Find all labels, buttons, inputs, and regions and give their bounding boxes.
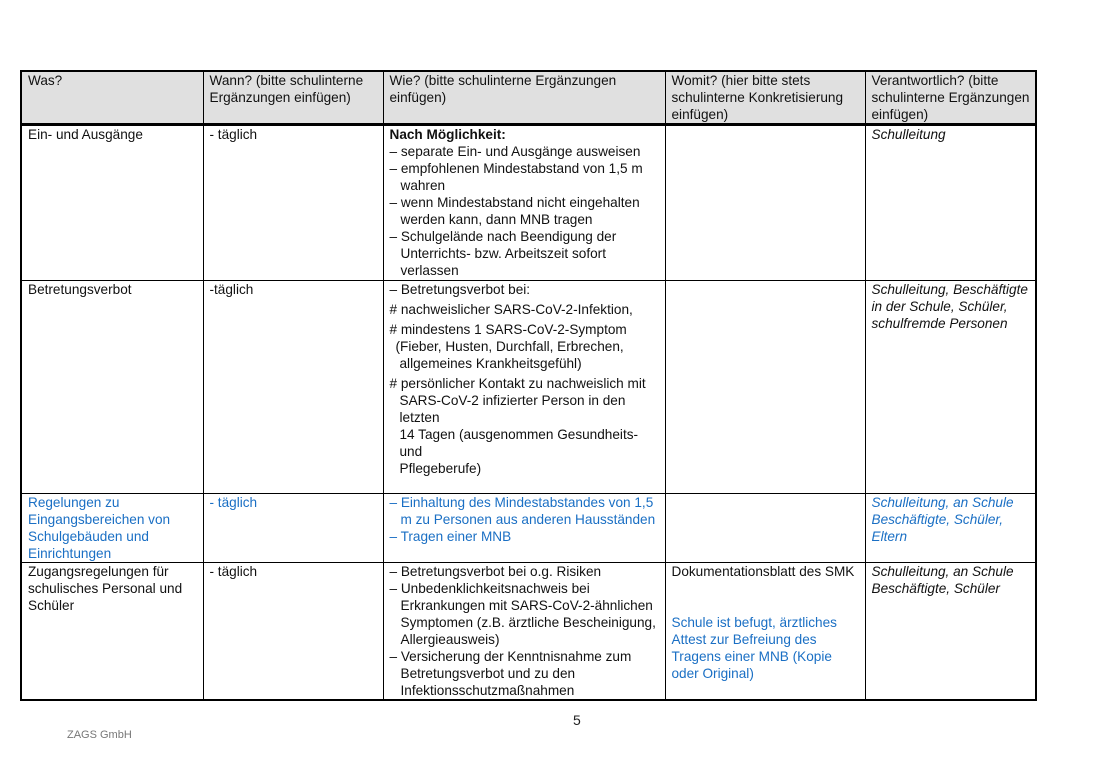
wie-item: – Unbedenklichkeitsnachweis bei Erkrankungen mit SARS-CoV-2-ähnlichen Symptomen (z.B. ärztliche Bescheinigung, Allergieausweis)	[389, 581, 656, 647]
wie-item: # nachweislicher SARS-CoV-2-Infektion,	[389, 302, 633, 317]
header-wie: Wie? (bitte schulinterne Ergänzungen einfügen)	[383, 71, 665, 125]
cell-was: Zugangsregelungen für schulisches Personal und Schüler	[21, 563, 203, 701]
cell-womit	[665, 125, 865, 281]
wie-item: – empfohlenen Mindestabstand von 1,5 m wahren	[389, 161, 643, 193]
womit-note: Schule ist befugt, ärztliches Attest zur Befreiung des Tragens einer MNB (Kopie oder Original)	[671, 615, 837, 681]
cell-wie	[383, 125, 665, 281]
wie-item: – Versicherung der Kenntnisnahme zum Betretungsverbot und zu den Infektionsschutzmaßnahmen	[389, 649, 632, 698]
wie-item: – Tragen einer MNB	[389, 529, 512, 544]
cell-verantwortlich: Schulleitung, an Schule Beschäftigte, Schüler, Eltern	[865, 494, 1036, 563]
wie-item: allgemeines Krankheitsgefühl)	[399, 356, 582, 371]
table-row	[21, 125, 1036, 281]
wie-item: (Fieber, Husten, Durchfall, Erbrechen,	[395, 339, 624, 354]
cell-womit	[665, 281, 865, 494]
table-row	[21, 494, 1036, 563]
hygiene-plan-table	[20, 70, 1037, 701]
header-was: Was?	[21, 71, 203, 125]
cell-wann: - täglich	[203, 125, 383, 281]
womit-text: Dokumentationsblatt des SMK	[671, 564, 855, 579]
page-number: 5	[573, 712, 581, 728]
wie-item: Pflegeberufe)	[399, 461, 482, 476]
wie-heading: Nach Möglichkeit:	[389, 127, 506, 142]
header-wann: Wann? (bitte schulinterne Ergänzungen einfügen)	[203, 71, 383, 125]
header-verantwortlich: Verantwortlich? (bitte schulinterne Ergänzungen einfügen)	[865, 71, 1036, 125]
cell-wie	[383, 494, 665, 563]
cell-wie	[383, 563, 665, 701]
cell-verantwortlich: Schulleitung, Beschäftigte in der Schule, Schüler, schulfremde Personen	[865, 281, 1036, 494]
wie-item: – Betretungsverbot bei:	[389, 282, 531, 297]
cell-wann: - täglich	[203, 494, 383, 563]
cell-wann: -täglich	[203, 281, 383, 494]
wie-item: – wenn Mindestabstand nicht eingehalten werden kann, dann MNB tragen	[389, 195, 640, 227]
footer-company: ZAGS GmbH	[67, 729, 132, 741]
cell-verantwortlich: Schulleitung	[865, 125, 1036, 281]
table-row	[21, 281, 1036, 494]
cell-verantwortlich: Schulleitung, an Schule Beschäftigte, Schüler	[865, 563, 1036, 701]
wie-item: SARS-CoV-2 infizierter Person in den letzten	[399, 393, 626, 425]
wie-item: – Schulgelände nach Beendigung der Unterrichts- bzw. Arbeitszeit sofort verlassen	[389, 229, 617, 278]
table-header-row	[21, 71, 1036, 125]
cell-was: Regelungen zu Eingangsbereichen von Schulgebäuden und Einrichtungen	[21, 494, 203, 563]
wie-item: – Einhaltung des Mindestabstandes von 1,5 m zu Personen aus anderen Hausständen	[389, 495, 656, 527]
cell-womit	[665, 494, 865, 563]
cell-wie	[383, 281, 665, 494]
wie-item: – Betretungsverbot bei o.g. Risiken	[389, 564, 602, 579]
cell-was: Ein- und Ausgänge	[21, 125, 203, 281]
wie-item: 14 Tagen (ausgenommen Gesundheits- und	[399, 427, 639, 459]
cell-was: Betretungsverbot	[21, 281, 203, 494]
header-womit: Womit? (hier bitte stets schulinterne Konkretisierung einfügen)	[665, 71, 865, 125]
cell-wann: - täglich	[203, 563, 383, 701]
wie-item: # mindestens 1 SARS-CoV-2-Symptom	[389, 322, 627, 337]
table-row	[21, 563, 1036, 701]
wie-item: # persönlicher Kontakt zu nachweislich mit	[389, 376, 646, 391]
cell-womit	[665, 563, 865, 701]
wie-item: – separate Ein- und Ausgänge ausweisen	[389, 144, 641, 159]
